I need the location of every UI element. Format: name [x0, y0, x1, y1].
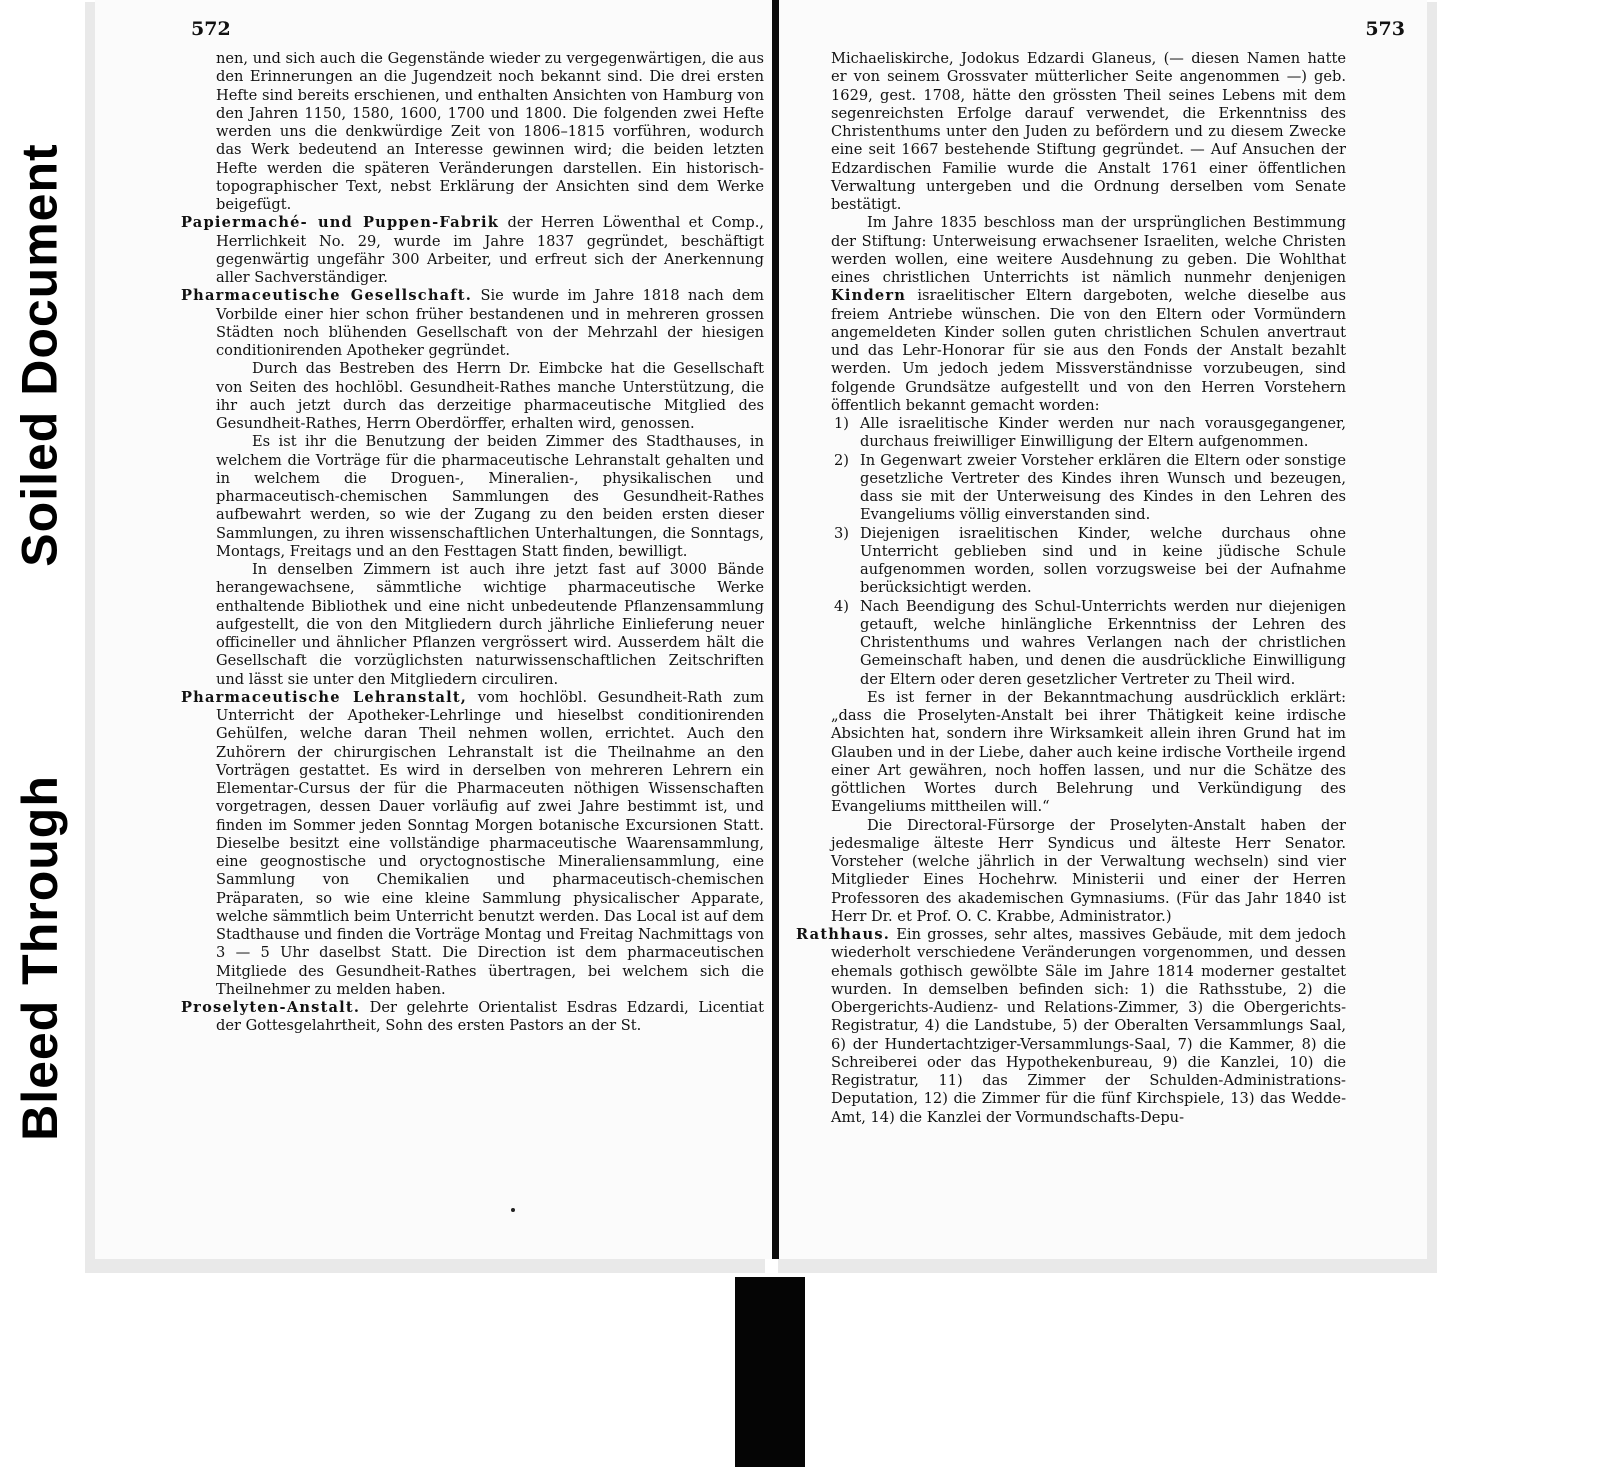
entry-heading: Proselyten-Anstalt.: [181, 999, 361, 1016]
rule-item: [796, 452, 1346, 525]
right-page-text: [796, 50, 1346, 1127]
entry-heading: Rathhaus.: [796, 926, 891, 943]
rule-number: 2): [834, 451, 849, 469]
rule-text: Alle israelitische Kinder werden nur nach vorausgegangener, durchaus freiwilliger Einwilligung der Eltern aufgenommen.: [860, 415, 1346, 451]
entry-proselyten-anstalt: [181, 999, 764, 1036]
right-page-number: 573: [1365, 18, 1405, 40]
paragraph: Die Directoral-Fürsorge der Proselyten-Anstalt haben der jedesmalige älteste Herr Syndicus und älteste Herr Senator. Vorsteher (welche jährlich in der Verwaltung wechseln) sind vier Mitglieder Eines Hochehrw. Ministerii und einer der Herren Professoren des akademischen Gymnasiums. (Für das Jahr 1840 ist Herr Dr. et Prof. O. C. Krabbe, Administrator.): [831, 816, 1346, 925]
entry-heading: Pharmaceutische Gesellschaft.: [181, 287, 472, 305]
left-page-number: 572: [191, 18, 231, 40]
entry-heading: Papiermaché- und Puppen-Fabrik: [181, 214, 500, 232]
entry-pharm-gesellschaft: [181, 287, 764, 360]
bleed-through-stamp: [10, 745, 70, 1170]
bookmark-tab: [735, 1277, 805, 1467]
rule-text: Nach Beendigung des Schul-Unterrichts werden nur diejenigen getauft, welche hinlängliche Erkenntniss der Lehren des Christenthums und wahres Verlangen nach der christlichen Gemeinschaft haben, und denen die ausdrückliche Einwilligung der Eltern oder deren gesetzlicher Vertreter zu Theil wird.: [860, 597, 1346, 688]
entry-text: Ein grosses, sehr altes, massives Gebäude, mit dem jedoch wiederholt verschiedene Veränderungen vorgenommen, und dessen ehemals gothisch gewölbte Säle im Jahre 1814 moderner gestaltet wurden. In demselben befinden sich: 1) die Rathsstube, 2) die Obergerichts-Audienz- und Relations-Zimmer, 3) die Obergerichts-Registratur, 4) die Landstube, 5) der Oberalten Versammlungs Saal, 6) der Hundertachtziger-Versammlungs-Saal, 7) die Kammer, 8) die Schreiberei oder das Hypothekenbureau, 9) die Kanzlei, 10) die Registratur, 11) das Zimmer der Schulden-Administrations-Deputation, 12) die Zimmer für die fünf Kirchspiele, 13) das Wedde-Amt, 14) die Kanzlei der Vormundschafts-Depu-: [831, 926, 1346, 1126]
entry-papiermache: [181, 214, 764, 287]
book-spread: [85, 0, 1437, 1273]
paragraph: Durch das Bestreben des Herrn Dr. Eimbcke hat die Gesellschaft von Seiten des hochlöbl. Gesundheit-Rathes manche Unterstützung, die ihr auch jetzt durch das derzeitige pharmaceutische Mitglied des Gesundheit-Rathes, Herrn Oberdörffer, erhalten wird, genossen.: [216, 360, 764, 432]
rule-text: Diejenigen israelitischen Kinder, welche durchaus ohne Unterricht geblieben sind und in keine jüdische Schule aufgenommen worden, sollen vorzugsweise bei der Aufnahme berücksichtigt werden.: [860, 524, 1346, 597]
book-gutter: [772, 0, 779, 1259]
paragraph: In denselben Zimmern ist auch ihre jetzt fast auf 3000 Bände herangewachsene, sämmtliche wichtige pharmaceutische Werke enthaltende Bibliothek und eine nicht unbedeutende Pflanzensammlung aufgestellt, die von den Mitgliedern durch jährliche Einlieferung neuer officineller und ähnlicher Pflanzen vergrössert wird. Ausserdem hält die Gesellschaft die vorzüglichsten naturwissenschaftlichen Zeitschriften und lässt sie unter den Mitgliedern circuliren.: [216, 561, 764, 688]
entry-rathhaus: [796, 926, 1346, 1127]
continued-paragraph: Michaeliskirche, Jodokus Edzardi Glaneus, (— diesen Namen hatte er von seinem Grossvater mütterlicher Seite angenommen —) geb. 1629, gest. 1708, hätte den grössten Theil seines Lebens mit dem segenreichsten Erfolge darauf verwendet, die Erkenntniss des Christenthums unter den Juden zu befördern und zu diesem Zwecke eine seit 1667 bestehende Stiftung gegründet. — Auf Ansuchen der Edzardischen Familie wurde die Anstalt 1761 einer öffentlichen Verwaltung untergeben und die Ordnung derselben vom Senate bestätigt.: [831, 50, 1346, 213]
rule-item: [796, 598, 1346, 689]
right-page: [778, 0, 1427, 1259]
paragraph: Es ist ihr die Benutzung der beiden Zimmer des Stadthauses, in welchem die Vorträge für die pharmaceutische Lehranstalt gehalten und in welchem die Droguen-, Mineralien-, physikalischen und pharmaceutisch-chemischen Sammlungen des Gesundheit-Rathes aufbewahrt werden, so wie der Zugang zu den beiden ersten dieser Sammlungen, zu ihren wissenschaftlichen Unterhaltungen, die Sonntags, Montags, Freitags und an den Festtagen Statt finden, bewilligt.: [216, 433, 764, 560]
paragraph: Es ist ferner in der Bekanntmachung ausdrücklich erklärt: „dass die Proselyten-Anstalt bei ihrer Thätigkeit keine irdische Absichten hat, sondern ihre Wirksamkeit allein ihren Grund hat im Glauben und in der Liebe, daher auch keine irdische Vortheile irgend einer Art gewähren, noch hoffen lassen, und nur die Schätze des göttlichen Wortes durch Belehrung und Verkündigung des Evangeliums mittheilen will.“: [831, 688, 1346, 816]
rule-item: [796, 525, 1346, 598]
rule-number: 3): [834, 524, 849, 542]
continued-paragraph: nen, und sich auch die Gegenstände wieder zu vergegenwärtigen, die aus den Erinnerungen an die Jugendzeit noch bekannt sind. Die drei ersten Hefte sind bereits erschienen, und enthalten Ansichten von Hamburg von den Jahren 1150, 1580, 1600, 1700 und 1800. Die folgenden zwei Hefte werden uns die denkwürdige Zeit von 1806–1815 vorführen, wodurch das Werk bedeutend an Interesse gewinnen wird; die beiden letzten Hefte werden die späteren Veränderungen darstellen. Ein historisch-topographischer Text, nebst Erklärung der Ansichten sind dem Werke beigefügt.: [216, 50, 764, 213]
entry-pharm-lehranstalt: [181, 689, 764, 999]
left-page: [95, 0, 771, 1259]
paragraph-end: israelitischer Eltern dargeboten, welche dieselbe aus freiem Antriebe wünschen. Die von den Eltern oder Vormündern angemeldeten Kinder sollen guten christlichen Schulen anvertraut und das Lehr-Honorar für sie aus den Fonds der Anstalt bezahlt werden. Um jedoch jedem Missverständnisse vorzubeugen, sind folgende Grundsätze aufgestellt und von den Herren Vorstehern öffentlich bekannt gemacht worden:: [831, 287, 1346, 414]
paragraph-start: Im Jahre 1835 beschloss man der ursprünglichen Bestimmung der Stiftung: Unterweisung erwachsener Israeliten, welche Christen werden wollen, eine weitere Ausdehnung zu geben. Die Wohlthat eines christlichen Unterrichts ist nämlich nunmehr denjenigen: [831, 214, 1346, 286]
soiled-document-label: Soiled Document: [12, 143, 68, 567]
entry-text: Der gelehrte Orientalist Esdras Edzardi, Licentiat der Gottesgelahrtheit, Sohn des ersten Pastors an der St.: [216, 999, 764, 1035]
paragraph: [796, 214, 1346, 415]
soiled-document-stamp: [10, 115, 70, 595]
entry-heading: Pharmaceutische Lehranstalt,: [181, 688, 468, 706]
entry-text: vom hochlöbl. Gesundheit-Rath zum Unterricht der Apotheker-Lehrlinge und hieselbst conditionirenden Gehülfen, welche daran Theil nehmen wollen, errichtet. Auch den Zuhörern der chirurgischen Lehranstalt ist die Theilnahme an den Vorträgen gestattet. Es wird in derselben von mehreren Lehrern ein Elementar-Cursus der für die Pharmaceuten nöthigen Wissenschaften vorgetragen, dessen Dauer vorläufig auf zwei Jahre bestimmt ist, und finden im Sommer jeden Sonntag Morgen botanische Excursionen Statt. Dieselbe besitzt eine vollständige pharmaceutische Waarensammlung, eine geognostische und oryctognostische Mineraliensammlung, eine Sammlung von Chemikalien und pharmaceutisch-chemischen Präparaten, so wie eine kleine Sammlung physicalischer Apparate, welche sämmtlich beim Unterricht benutzt werden. Das Local ist auf dem Stadthause und finden die Vorträge Montag und Freitag Nachmittags von 3 — 5 Uhr daselbst Statt. Die Direction ist dem pharmaceutischen Mitgliede des Gesundheit-Rathes übertragen, bei welchem sich die Theilnehmer zu melden haben.: [216, 688, 765, 998]
bleed-through-label: Bleed Through: [12, 774, 69, 1141]
rule-number: 1): [834, 415, 849, 432]
ink-speck: [511, 1208, 515, 1212]
rule-item: [796, 415, 1346, 452]
left-page-text: [181, 50, 764, 1036]
entry-text: der Herren Löwenthal et Comp., Herrlichkeit No. 29, wurde im Jahre 1837 gegründet, beschäftigt gegenwärtig ungefähr 300 Arbeiter, und erfreut sich der Anerkennung aller Sachverständiger.: [216, 214, 764, 286]
entry-text: Sie wurde im Jahre 1818 nach dem Vorbilde einer hier schon früher bestandenen und in mehreren grossen Städten noch blühenden Gesellschaft von der Mehrzahl der hiesigen conditionirenden Apotheker gegründet.: [216, 287, 764, 359]
emphasis-kinder: Kindern: [831, 287, 907, 305]
rule-number: 4): [834, 597, 849, 615]
rule-text: In Gegenwart zweier Vorsteher erklären die Eltern oder sonstige gesetzliche Vertreter des Kindes ihren Wunsch und bezeugen, dass sie mit der Unterweisung des Kindes in den Lehren des Evangeliums völlig einverstanden sind.: [860, 451, 1346, 524]
